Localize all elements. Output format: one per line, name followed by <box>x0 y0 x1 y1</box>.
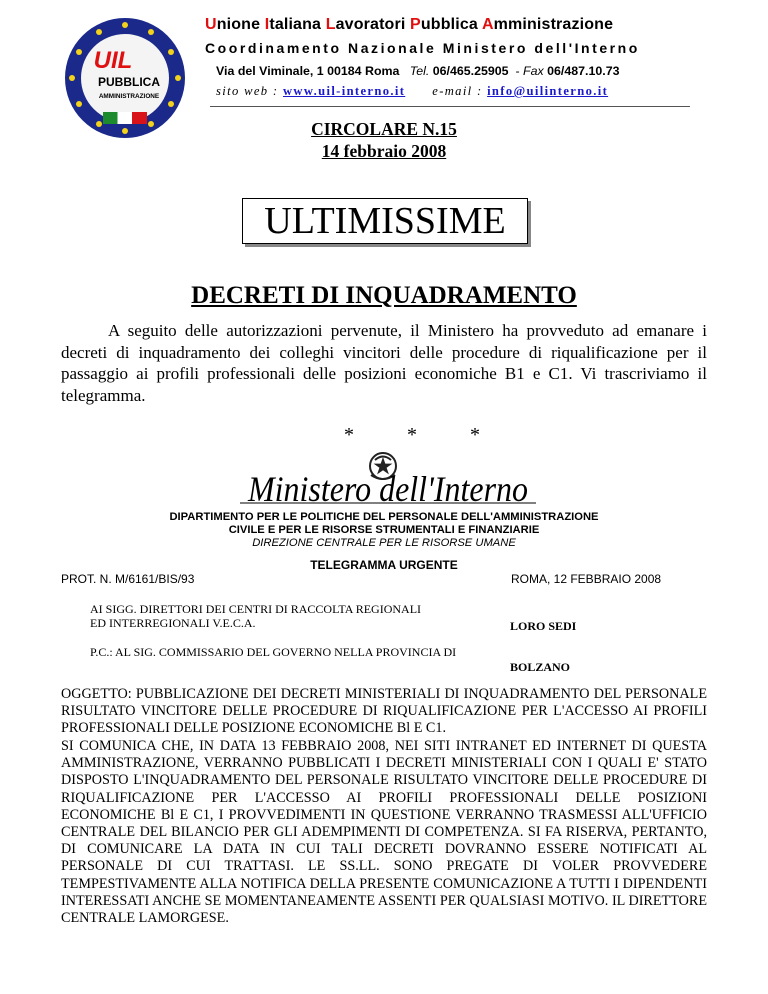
org-word: taliana <box>269 16 326 33</box>
web-contacts: sito web : www.uil-interno.it e-mail : info@uilinterno.it <box>216 84 609 98</box>
ministry-department: DIPARTIMENTO PER LE POLITICHE DEL PERSONALE DELL'AMMINISTRAZIONE CIVILE E PER LE RISORSE STRUMENTALI E FINANZIARIE DIREZIONE CENTRALE PER LE RISORSE UMANE <box>100 511 668 550</box>
coordination-line: Coordinamento Nazionale Ministero dell'Interno <box>205 40 640 56</box>
org-word: ubblica <box>420 16 482 33</box>
org-word: nione <box>216 16 265 33</box>
telegram-subject: OGGETTO: PUBBLICAZIONE DEI DECRETI MINISTERIALI DI INQUADRAMENTO DEL PERSONALE RISULTATO VINCITORE DELLE PROCEDURE DI RIQUALIFICAZIONE PER L'ACCESSO AI PROFILI PROFESSIONALI DELLE POSIZIONE ECONOMICHE Bl E C1. <box>61 686 707 737</box>
carbon-copy: P.C.: AL SIG. COMMISSARIO DEL GOVERNO NELLA PROVINCIA DI <box>90 645 457 659</box>
telegram-type: TELEGRAMMA URGENTE <box>310 558 458 572</box>
svg-text:AMMINISTRAZIONE: AMMINISTRAZIONE <box>98 93 160 100</box>
telegram-place-date: ROMA, 12 FEBBRAIO 2008 <box>511 572 662 586</box>
circular-heading <box>294 118 474 162</box>
page-title: DECRETI DI INQUADRAMENTO <box>191 282 577 309</box>
recipients-location: LORO SEDI <box>510 619 577 633</box>
header-divider <box>210 106 690 107</box>
recipients: AI SIGG. DIRETTORI DEI CENTRI DI RACCOLTA REGIONALI ED INTERREGIONALI V.E.C.A. <box>90 602 422 630</box>
svg-text:UIL: UIL <box>93 47 133 74</box>
protocol-number: PROT. N. M/6161/BIS/93 <box>61 572 195 586</box>
svg-text:PUBBLICA: PUBBLICA <box>98 75 160 89</box>
website-link[interactable]: www.uil-interno.it <box>282 84 406 98</box>
telegram-body: SI COMUNICA CHE, IN DATA 13 FEBBRAIO 2008, NEI SITI INTRANET ED INTERNET DI QUESTA AMMINISTRAZIONE, VERRANNO PUBBLICATI I DECRETI MINISTERIALI CON I QUALI E' STATO DISPOSTO L'INQUADRAMENTO DEL PERSONALE RISULTATO VINCITORE DELLE PROCEDURE DI RIQUALIFICAZIONE PER L'ACCESSO AI PROFILI PROFESSIONALI DELLE POSIZIONI ECONOMICHE Bl E C1, I PROVVEDIMENTI IN QUESTIONE VERRANNO TRASMESSI ALL'UFFICIO CENTRALE DEL BILANCIO PER GLI ADEMPIMENTI DI COMPETENZA. SI FA RISERVA, PERTANTO, DI COMUNICARE LA DATA IN CUI TALI DECRETI DOVRANNO ESSERE NOTIFICATI AL PERSONALE DI CUI TRATTASI. LE SS.LL. SONO PREGATE DI VOLER PROVVEDERE TEMPESTIVAMENTE ALLA NOTIFICA DELLA PRESENTE COMUNICAZIONE A TUTTI I DIPENDENTI INTERESSATI ANCHE SE MOMENTANEAMENTE ASSENTI PER QUALSIASI MOTIVO. IL DIRETTORE CENTRALE LAMORGESE. <box>61 738 707 927</box>
ministry-direction: DIREZIONE CENTRALE PER LE RISORSE UMANE <box>252 537 516 549</box>
email-link[interactable]: info@uilinterno.it <box>487 84 609 98</box>
ministry-name-script <box>238 470 538 512</box>
carbon-copy-location: BOLZANO <box>510 660 571 674</box>
contact-address: Via del Viminale, 1 00184 Roma Tel. 06/465.25905 - Fax 06/487.10.73 <box>216 64 620 78</box>
org-word: mministrazione <box>493 16 614 33</box>
intro-paragraph: A seguito delle autorizzazioni pervenute, il Ministero ha provveduto ad emanare i decreti di inquadramento dei colleghi vincitori delle procedure di riqualificazione per il passaggio ai profili professionali delle posizioni economiche B1 e C1. Vi trascriviamo il telegramma. <box>61 321 707 405</box>
uil-logo <box>63 16 187 140</box>
banner-title: ULTIMISSIME <box>242 198 528 244</box>
organization-name <box>205 16 705 34</box>
org-initial: U <box>205 16 217 33</box>
org-initial: A <box>481 16 494 33</box>
svg-text:Ministero dell'Interno: Ministero dell'Interno <box>247 470 528 509</box>
org-initial: P <box>410 16 421 33</box>
org-word: avoratori <box>335 16 411 33</box>
org-initial: I <box>264 16 270 33</box>
circular-date: 14 febbraio 2008 <box>321 141 447 161</box>
circular-number: CIRCOLARE N.15 <box>311 119 457 139</box>
org-initial: L <box>325 16 336 33</box>
separator-stars: * * * <box>344 424 504 446</box>
